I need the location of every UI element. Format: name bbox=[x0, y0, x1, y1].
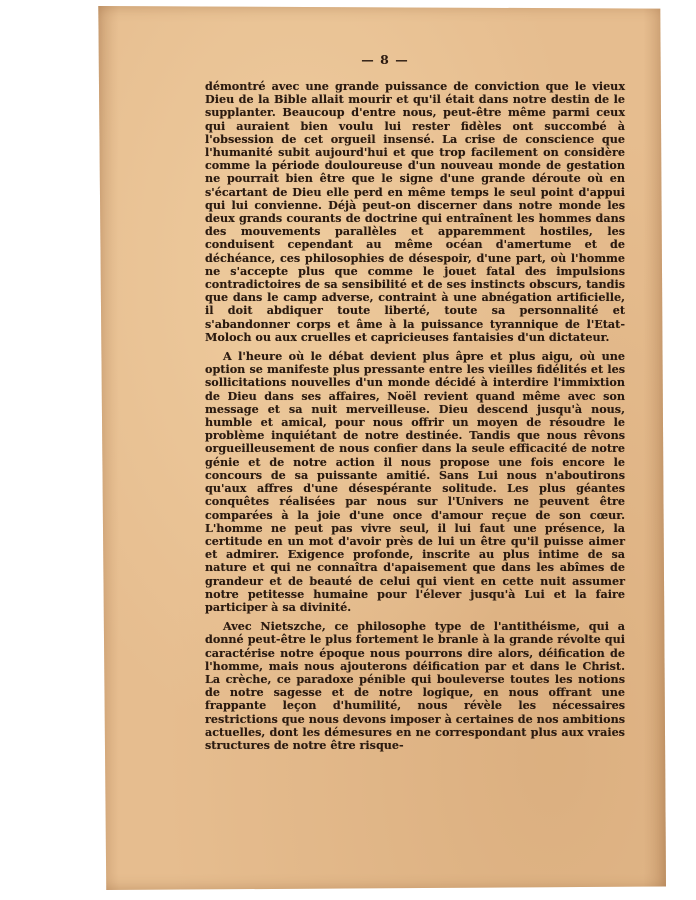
body-text bbox=[205, 80, 625, 752]
paragraph-1: démontré avec une grande puissance de conviction que le vieux Dieu de la Bible allait mourir et qu'il était dans notre destin de le supplanter. Beaucoup d'entre nous, peut-être même parmi ceux qui auraient bien voulu lui rester fidèles ont succombé à l'obsession de cet orgueil insensé. La crise de conscience que l'humanité subit aujourd'hui et que trop facilement on considère comme la période douloureuse d'un nouveau monde de gestation ne pourrait bien être que le signe d'une grande déroute où en s'écartant de Dieu elle perd en même temps le seul point d'appui qui lui convienne. Déjà peut-on discerner dans notre monde les deux grands courants de doctrine qui entraînent les hommes dans des mouvements parallèles et apparemment hostiles, les conduisent cependant au même océan d'amertume et de déchéance, ces philosophies de désespoir, d'une part, où l'homme ne s'accepte plus que comme le jouet fatal des impulsions contradictoires de sa sensibilité et de ses instincts obscurs, tandis que dans le camp adverse, contraint à une abnégation artificielle, il doit abdiquer toute liberté, toute sa personnalité et s'abandonner corps et âme à la puissance tyrannique de l'Etat-Moloch ou aux cruelles et capricieuses fantaisies d'un dictateur. bbox=[205, 79, 625, 344]
paragraph-2: A l'heure où le débat devient plus âpre et plus aigu, où une option se manifeste plus pressante entre les vieilles fidélités et les sollicitations nouvelles d'un monde décidé à interdire l'immixtion de Dieu dans ses affaires, Noël revient quand même avec son message et sa nuit merveilleuse. Dieu descend jusqu'à nous, humble et amical, pour nous offrir un moyen de résoudre le problème inquiétant de notre destinée. Tandis que nous rêvons orgueilleusement de nous confier dans la seule efficacité de notre génie et de notre action il nous propose une fois encore le concours de sa puissante amitié. Sans Lui nous n'aboutirons qu'aux affres d'une désespérante solitude. Les plus géantes conquêtes réalisées par nous sur l'Univers ne peuvent être comparées à la joie d'une once d'amour reçue de son cœur. L'homme ne peut pas vivre seul, il lui faut une présence, la certitude en un mot d'avoir près de lui un être qu'il puisse aimer et admirer. Exigence profonde, inscrite au plus intime de sa nature et qui ne connaîtra d'apaisement que dans les abîmes de grandeur et de beauté de celui qui vient en cette nuit assumer notre petitesse humaine pour l'élever jusqu'à Lui et la faire participer à sa divinité. bbox=[205, 349, 625, 614]
paragraph-3: Avec Nietszche, ce philosophe type de l'antithéisme, qui a donné peut-être le plus fortement le branle à la grande révolte qui caractérise notre époque nous pourrons dire alors, déification de l'homme, mais nous ajouterons déification par et dans le Christ. La crèche, ce paradoxe pénible qui bouleverse toutes les notions de notre sagesse et de notre logique, en nous offrant une frappante leçon d'humilité, nous révèle les nécessaires restrictions que nous devons imposer à certaines de nos ambitions actuelles, dont les démesures en ne correspondant plus aux vraies structures de notre être risque- bbox=[205, 619, 625, 752]
page-number: — 8 — bbox=[361, 52, 409, 67]
